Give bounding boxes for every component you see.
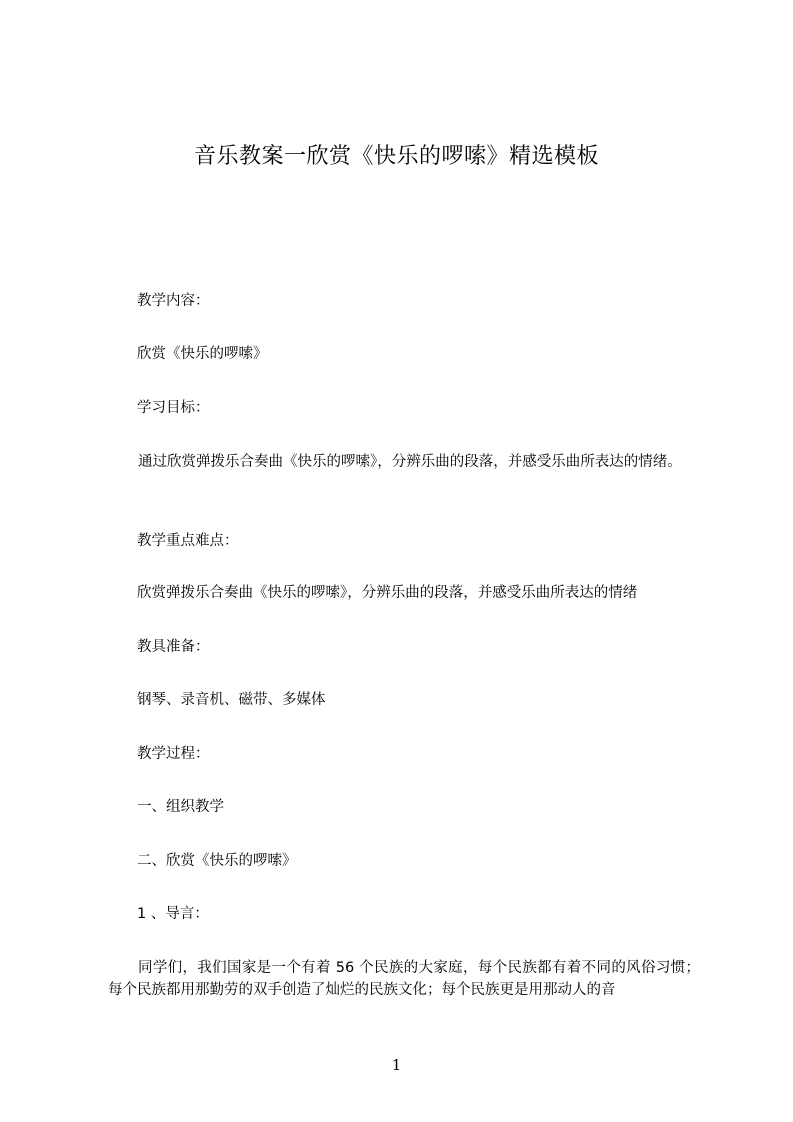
teaching-process-heading: 教学过程： — [137, 746, 210, 762]
step-two-appreciate: 二、欣赏《快乐的啰嗦》 — [137, 853, 297, 869]
learning-goal-heading: 学习目标： — [137, 400, 210, 416]
sub-step-introduction: 1 、导言： — [137, 906, 209, 922]
learning-goal-text: 通过欣赏弹拨乐合奏曲《快乐的啰嗦》，分辨乐曲的段落，并感受乐曲所表达的情绪。 — [138, 454, 682, 470]
step-one-organize: 一、组织教学 — [137, 799, 224, 815]
page-number: 1 — [391, 1056, 402, 1074]
key-points-heading: 教学重点难点： — [137, 533, 239, 549]
teaching-content-heading: 教学内容： — [137, 293, 210, 309]
introduction-paragraph: 同学们，我们国家是一个有着 56 个民族的大家庭，每个民族都有着不同的风俗习惯；每个民族都用那勤劳的双手创造了灿烂的民族文化；每个民族更是用那动人的音 — [108, 960, 700, 998]
key-points-text: 欣赏弹拨乐合奏曲《快乐的啰嗦》，分辨乐曲的段落，并感受乐曲所表达的情绪 — [137, 585, 638, 601]
teaching-content-text: 欣赏《快乐的啰嗦》 — [137, 346, 268, 362]
document-title: 音乐教案一欣赏《快乐的啰嗦》精选模板 — [193, 144, 599, 169]
teaching-tools-text: 钢琴、录音机、磁带、多媒体 — [137, 692, 326, 708]
teaching-tools-heading: 教具准备： — [137, 639, 210, 655]
